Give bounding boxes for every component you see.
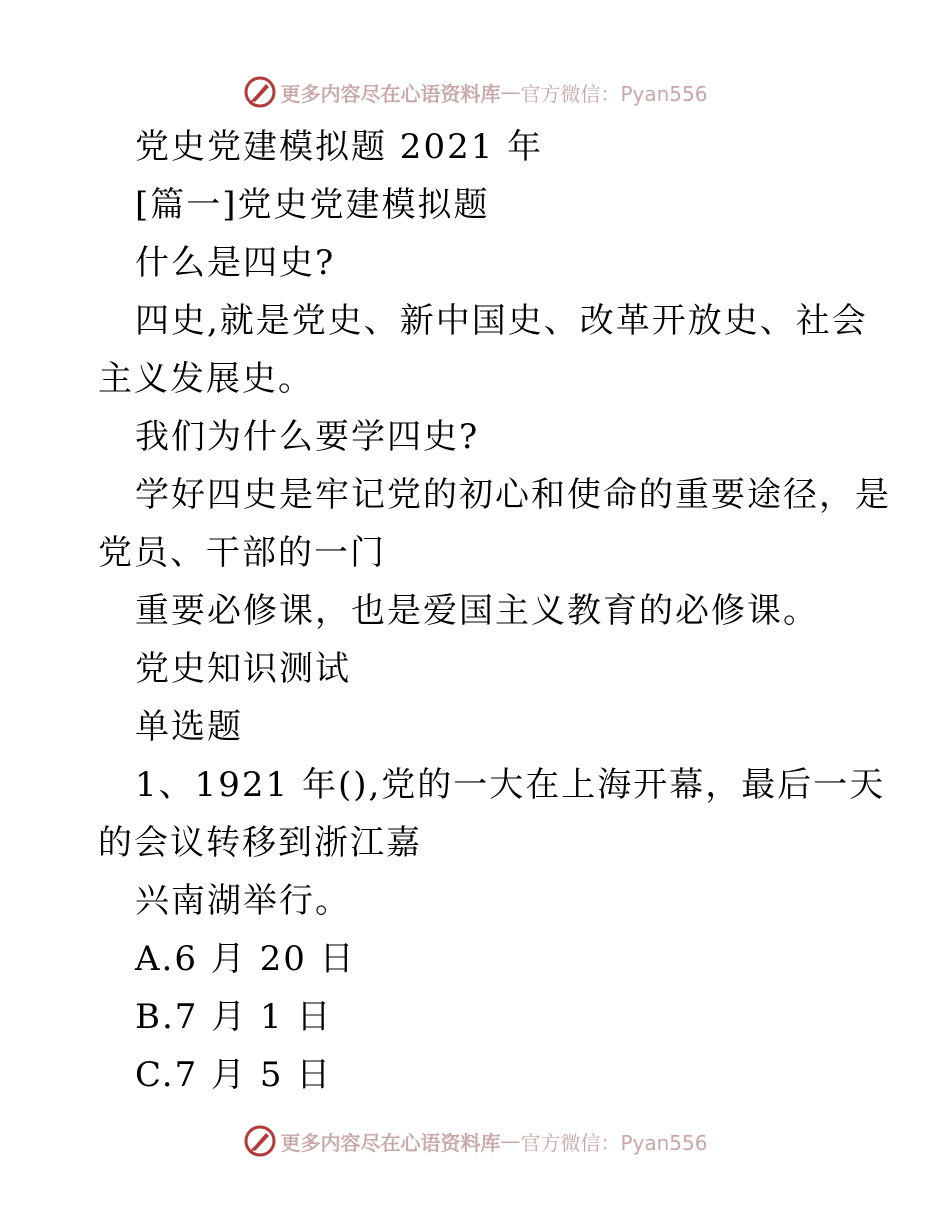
doc-paragraph: 单选题	[135, 707, 243, 747]
doc-paragraph: 重要必修课，也是爱国主义教育的必修课。	[135, 591, 819, 631]
doc-title: 党史党建模拟题 2021 年	[135, 127, 544, 167]
doc-section-heading: [篇一]党史党建模拟题	[135, 185, 490, 225]
answer-option-b: B.7 月 1 日	[135, 997, 333, 1037]
banner-wechat: 官方微信：Pyan556	[520, 81, 708, 106]
quill-pen-logo-icon	[242, 1123, 278, 1159]
document-body	[98, 118, 891, 1104]
question-text: 兴南湖举行。	[135, 881, 351, 921]
doc-paragraph: 学好四史是牢记党的初心和使命的重要途径，是	[135, 475, 891, 515]
banner-wechat: 官方微信：Pyan556	[520, 1130, 708, 1155]
doc-paragraph: 党员、干部的一门	[98, 533, 386, 573]
header-watermark-banner	[0, 72, 950, 112]
banner-separator: —	[500, 1129, 521, 1153]
answer-option-c: C.7 月 5 日	[135, 1055, 333, 1095]
banner-title: 更多内容尽在心语资料库	[280, 81, 501, 106]
doc-paragraph: 党史知识测试	[135, 649, 351, 689]
doc-paragraph: 什么是四史?	[135, 243, 336, 283]
quill-pen-logo-icon	[242, 74, 278, 110]
footer-watermark-banner	[0, 1121, 950, 1161]
question-text: 1、1921 年(),党的一大在上海开幕，最后一天	[135, 765, 886, 805]
banner-separator: —	[500, 80, 521, 104]
doc-paragraph: 我们为什么要学四史?	[135, 417, 480, 457]
doc-paragraph: 主义发展史。	[98, 359, 314, 399]
answer-option-a: A.6 月 20 日	[135, 939, 356, 979]
banner-title: 更多内容尽在心语资料库	[280, 1130, 501, 1155]
doc-paragraph: 四史,就是党史、新中国史、改革开放史、社会	[135, 301, 868, 341]
question-text: 的会议转移到浙江嘉	[98, 823, 422, 863]
